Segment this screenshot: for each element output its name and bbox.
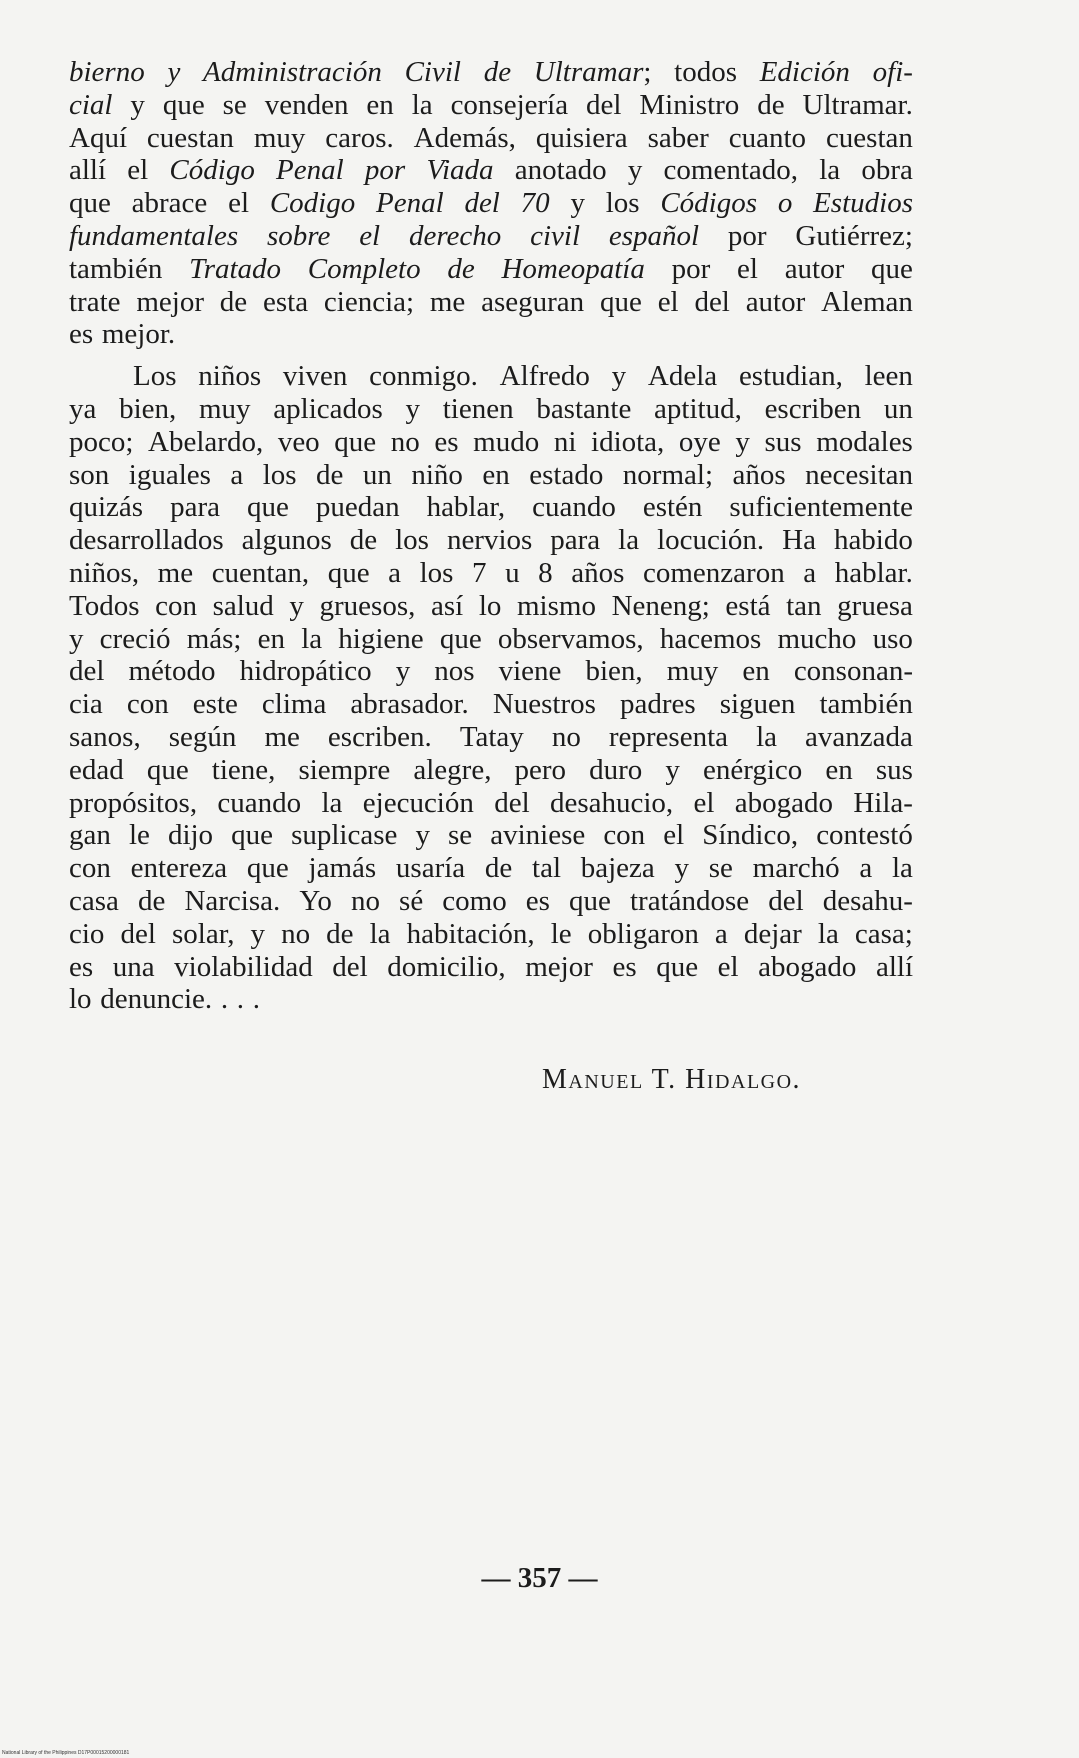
text-line: Todos con salud y gruesos, así lo mismo Neneng; está tan gruesa <box>69 589 913 622</box>
text-line: casa de Narcisa. Yo no sé como es que tratándose del desahu- <box>69 884 913 917</box>
text-line: poco; Abelardo, veo que no es mudo ni idiota, oye y sus modales <box>69 425 913 458</box>
text-line: es mejor. <box>69 318 176 351</box>
text-line: con entereza que jamás usaría de tal bajeza y se marchó a la <box>69 852 913 885</box>
body-text <box>69 56 913 1016</box>
text-line: Aquí cuestan muy caros. Además, quisiera saber cuanto cuestan <box>69 121 913 154</box>
text-line: fundamentales sobre el derecho civil español por Gutiérrez; <box>69 219 913 252</box>
text-line: cial y que se venden en la consejería del Ministro de Ultramar. <box>69 88 913 121</box>
text-line: que abrace el Codigo Penal del 70 y los Códigos o Estudios <box>69 187 913 220</box>
text-line: cio del solar, y no de la habitación, le obligaron a dejar la casa; <box>69 917 913 950</box>
text-line: edad que tiene, siempre alegre, pero duro y enérgico en sus <box>69 753 913 786</box>
text-line: también Tratado Completo de Homeopatía por el autor que <box>69 252 913 285</box>
text-line: niños, me cuentan, que a los 7 u 8 años comenzaron a hablar. <box>69 556 913 589</box>
text-line: quizás para que puedan hablar, cuando estén suficientemente <box>69 491 913 524</box>
text-line: y creció más; en la higiene que observamos, hacemos mucho uso <box>69 622 913 655</box>
paragraph-1 <box>69 56 913 351</box>
page-number: — 357 — <box>481 1562 598 1594</box>
text-line: Los niños viven conmigo. Alfredo y Adela estudian, leen <box>133 360 913 393</box>
text-line: sanos, según me escriben. Tatay no representa la avanzada <box>69 720 913 753</box>
text-line: ya bien, muy aplicados y tienen bastante aptitud, escriben un <box>69 392 913 425</box>
signature: Manuel T. Hidalgo. <box>542 1064 802 1095</box>
text-line: del método hidropático y nos viene bien, muy en consonan- <box>69 655 913 688</box>
text-line: son iguales a los de un niño en estado normal; años necesitan <box>69 458 913 491</box>
text-line: lo denuncie. . . . <box>69 983 260 1016</box>
footer-note: National Library of the Philippines D17P00015200000181 <box>2 1750 130 1756</box>
text-line: desarrollados algunos de los nervios para la locución. Ha habido <box>69 524 913 557</box>
paragraph-gap <box>69 351 913 360</box>
text-line: bierno y Administración Civil de Ultramar; todos Edición ofi- <box>69 56 913 88</box>
paragraph-2 <box>69 360 913 1016</box>
text-line: propósitos, cuando la ejecución del desahucio, el abogado Hila- <box>69 786 913 819</box>
text-line: cia con este clima abrasador. Nuestros padres siguen también <box>69 688 913 721</box>
text-line: allí el Código Penal por Viada anotado y comentado, la obra <box>69 154 913 187</box>
text-line: gan le dijo que suplicase y se aviniese con el Síndico, contestó <box>69 819 913 852</box>
text-line: es una violabilidad del domicilio, mejor es que el abogado allí <box>69 950 913 983</box>
text-line: trate mejor de esta ciencia; me aseguran que el del autor Aleman <box>69 285 913 318</box>
